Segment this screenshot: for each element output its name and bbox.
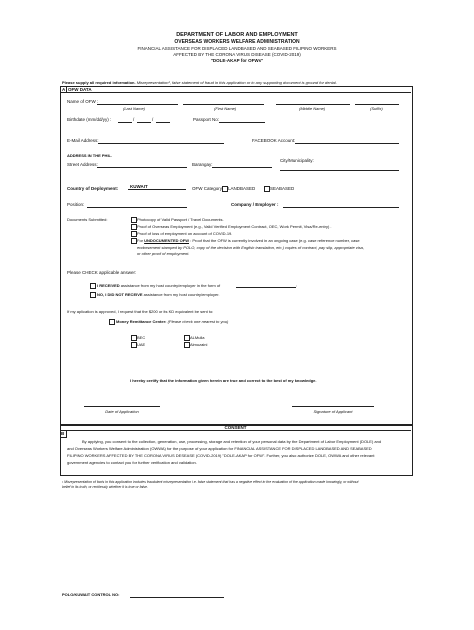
received-bold: I RECEIVED xyxy=(97,283,120,288)
passport-label: Passport No: xyxy=(193,117,220,122)
doc-passport-label: Photocopy of Valid Passport / Travel Documents. xyxy=(137,217,224,222)
not-received-bold: NO, I DID NOT RECEIVE xyxy=(97,292,143,297)
undoc-line-3: or other proof of employment. xyxy=(137,251,190,256)
seabased-label: SEABASED xyxy=(270,186,295,191)
doc-employment-checkbox[interactable] xyxy=(131,224,137,230)
passport-field[interactable] xyxy=(219,116,265,123)
birth-month-field[interactable] xyxy=(118,116,135,123)
answer-prompt: Please CHECK applicable answer: xyxy=(67,270,137,275)
suffix-field[interactable] xyxy=(355,98,399,105)
documents-label: Documents Submitted: xyxy=(67,217,108,222)
notice-lead: Please supply all required information. xyxy=(62,80,136,85)
remittance-center-hint: (Please check one nearest to you) xyxy=(166,319,229,324)
doc-loss-label: Proof of loss of employment on account of COVID-19. xyxy=(137,231,233,236)
agency-title: DEPARTMENT OF LABOR AND EMPLOYMENT xyxy=(176,32,298,38)
received-form-field[interactable] xyxy=(236,281,296,288)
birth-day-field[interactable] xyxy=(137,116,154,123)
email-field[interactable] xyxy=(98,137,224,144)
barangay-label: Barangay: xyxy=(192,162,213,167)
consent-line-2: and Overseas Workers Welfare Administration (OWWA) for the purpose of your application for FINANCIAL ASSISTANCE FOR DISPLACED LANDBASED AND SEABASED xyxy=(67,446,372,451)
program-name: "DOLE-AKAP for OFWs" xyxy=(210,58,264,63)
street-field[interactable] xyxy=(97,161,187,168)
barangay-field[interactable] xyxy=(212,161,272,168)
consent-letter: B xyxy=(61,431,65,436)
consent-line-3: FILIPINO WORKERS AFFECTED BY THE CORONA VIRUS DESEASE (COVID-2019) "DOLE-AKAP for OFW". Further, you also authorize DOLE, OWWA and other relevant xyxy=(67,453,375,458)
consent-title: CONSENT xyxy=(224,425,247,430)
almuzaini-checkbox[interactable] xyxy=(184,342,190,348)
landbased-checkbox[interactable] xyxy=(222,186,228,192)
first-name-field[interactable] xyxy=(183,98,264,105)
section-a-letter-divider xyxy=(66,86,67,92)
email-label: E-Mail Address: xyxy=(67,138,99,143)
uae-label: UAE xyxy=(137,342,146,347)
footnote-line-1: ¹ Misrepresentation of facts in this application includes fraudulent misrepresentation i.e. false statement that has a negative effect in the evaluation of the application made knowingly, or without xyxy=(62,480,359,484)
address-title: ADDRESS IN THE PHIL. xyxy=(67,153,113,158)
signature-caption: Signature of Applicant xyxy=(313,409,353,414)
birthdate-label: Birthdate (mm/dd/yy) : xyxy=(67,117,112,122)
undoc-line-2: endorsement stamped by POLO, copy of the decision with English translation, etc.) copies of contract, pay slip, appropriate visa, xyxy=(137,245,365,250)
undoc-prefix: For xyxy=(137,238,145,243)
date-field[interactable] xyxy=(84,400,160,407)
section-a-letter: A xyxy=(62,87,66,92)
section-a-header-rule xyxy=(60,92,411,93)
undoc-bold: UNDOCUMENTED OFW xyxy=(144,238,190,243)
bec-label: BEC xyxy=(137,335,146,340)
company-field[interactable] xyxy=(283,201,399,208)
almulla-checkbox[interactable] xyxy=(184,335,190,341)
doc-undocumented-label xyxy=(137,238,360,243)
country-label: Country of Deployment: xyxy=(67,186,119,191)
doc-employment-label: Proof of Overseas Employment (e.g., Valid Verified Employment Contract, OEC, Work Permit, Visa/Re-entry) . xyxy=(137,224,332,229)
seabased-checkbox[interactable] xyxy=(264,186,270,192)
ofw-category-label: OFW Category xyxy=(192,186,223,191)
undoc-rest: : Proof that the OFW is currently involved in an ongoing case (e.g. case reference number, case xyxy=(189,238,360,243)
middle-name-field[interactable] xyxy=(276,98,350,105)
not-received-rest: assistance from my host country/employer. xyxy=(142,292,220,297)
country-field[interactable]: KUWAIT xyxy=(128,184,186,190)
birth-year-field[interactable] xyxy=(156,116,170,123)
remittance-center-bold: Money Remittance Center: xyxy=(116,319,167,324)
received-colon: : xyxy=(296,283,298,288)
name-label: Name of OFW : xyxy=(67,99,99,104)
remittance-center-label xyxy=(116,319,228,324)
footnote-line-2: belief in its truth, or recklessly whether it is true or false. xyxy=(62,485,148,489)
last-name-field[interactable] xyxy=(97,98,178,105)
not-received-label xyxy=(97,292,219,297)
control-number-field[interactable] xyxy=(130,591,224,598)
received-rest: assistance from my host country/employer in the form of xyxy=(119,283,221,288)
suffix-caption: (Suffix) xyxy=(370,106,383,111)
notice xyxy=(62,80,337,85)
received-checkbox[interactable] xyxy=(90,283,96,289)
signature-field[interactable] xyxy=(292,400,374,407)
notice-rest: Misrepresentation¹, false statement of fraud in this application or in any supporting document is ground for denial. xyxy=(135,80,337,85)
approval-text: If my aplication is approved, I request that the $200 or its KD equivalent be sent to: xyxy=(67,309,214,314)
street-label: Street Address: xyxy=(67,162,98,167)
doc-loss-checkbox[interactable] xyxy=(131,231,137,237)
birth-slash-2: / xyxy=(152,117,154,122)
last-name-caption: (Last Name) xyxy=(123,106,146,111)
doc-undocumented-checkbox[interactable] xyxy=(131,238,137,244)
date-caption: Date of Application xyxy=(105,409,139,414)
certify-statement: I hereby certify that the information given herein are true and correct to the best of my knowledge. xyxy=(130,378,317,383)
control-number-label: POLO/KUWAIT CONTROL NO: xyxy=(62,592,120,597)
received-label xyxy=(97,283,220,288)
section-a-title: OFW DATA xyxy=(68,87,92,92)
almuzaini-label: Almuzaini xyxy=(190,342,208,347)
bec-checkbox[interactable] xyxy=(131,335,137,341)
position-label: Position: xyxy=(67,202,85,207)
uae-checkbox[interactable] xyxy=(131,342,137,348)
consent-line-4: government agencies to contact you for further verification and validation. xyxy=(67,460,197,465)
consent-line-1: By applying, you consent to the collection, generation, use, processing, storage and retention of your personal data by the Department of Labor Employment (DOLE) and xyxy=(82,439,382,444)
program-title: FINANCIAL ASSISTANCE FOR DISPLACED LANDBASED AND SEABASED FILIPINO WORKERS xyxy=(137,46,337,51)
doc-passport-checkbox[interactable] xyxy=(131,217,137,223)
facebook-label: FACEBOOK Account: xyxy=(252,138,296,143)
not-received-checkbox[interactable] xyxy=(90,292,96,298)
remittance-center-checkbox[interactable] xyxy=(109,319,115,325)
birth-slash-1: / xyxy=(133,117,135,122)
landbased-label: LANDBASED xyxy=(228,186,256,191)
city-label: City/Municipality: xyxy=(280,158,314,163)
first-name-caption: (First Name) xyxy=(214,106,237,111)
facebook-field[interactable] xyxy=(295,137,399,144)
almulla-label: ALMulla xyxy=(190,335,205,340)
agency-subtitle: OVERSEAS WORKERS WELFARE ADMINISTRATION xyxy=(174,39,300,45)
program-subtitle: AFFECTED BY THE CORONA VIRUS DISEASE (COVID-2019) xyxy=(173,52,301,57)
position-field[interactable] xyxy=(87,201,187,208)
middle-name-caption: (Middle Name) xyxy=(299,106,326,111)
company-label: Company / Employer : xyxy=(231,202,279,207)
city-field[interactable] xyxy=(280,164,399,171)
